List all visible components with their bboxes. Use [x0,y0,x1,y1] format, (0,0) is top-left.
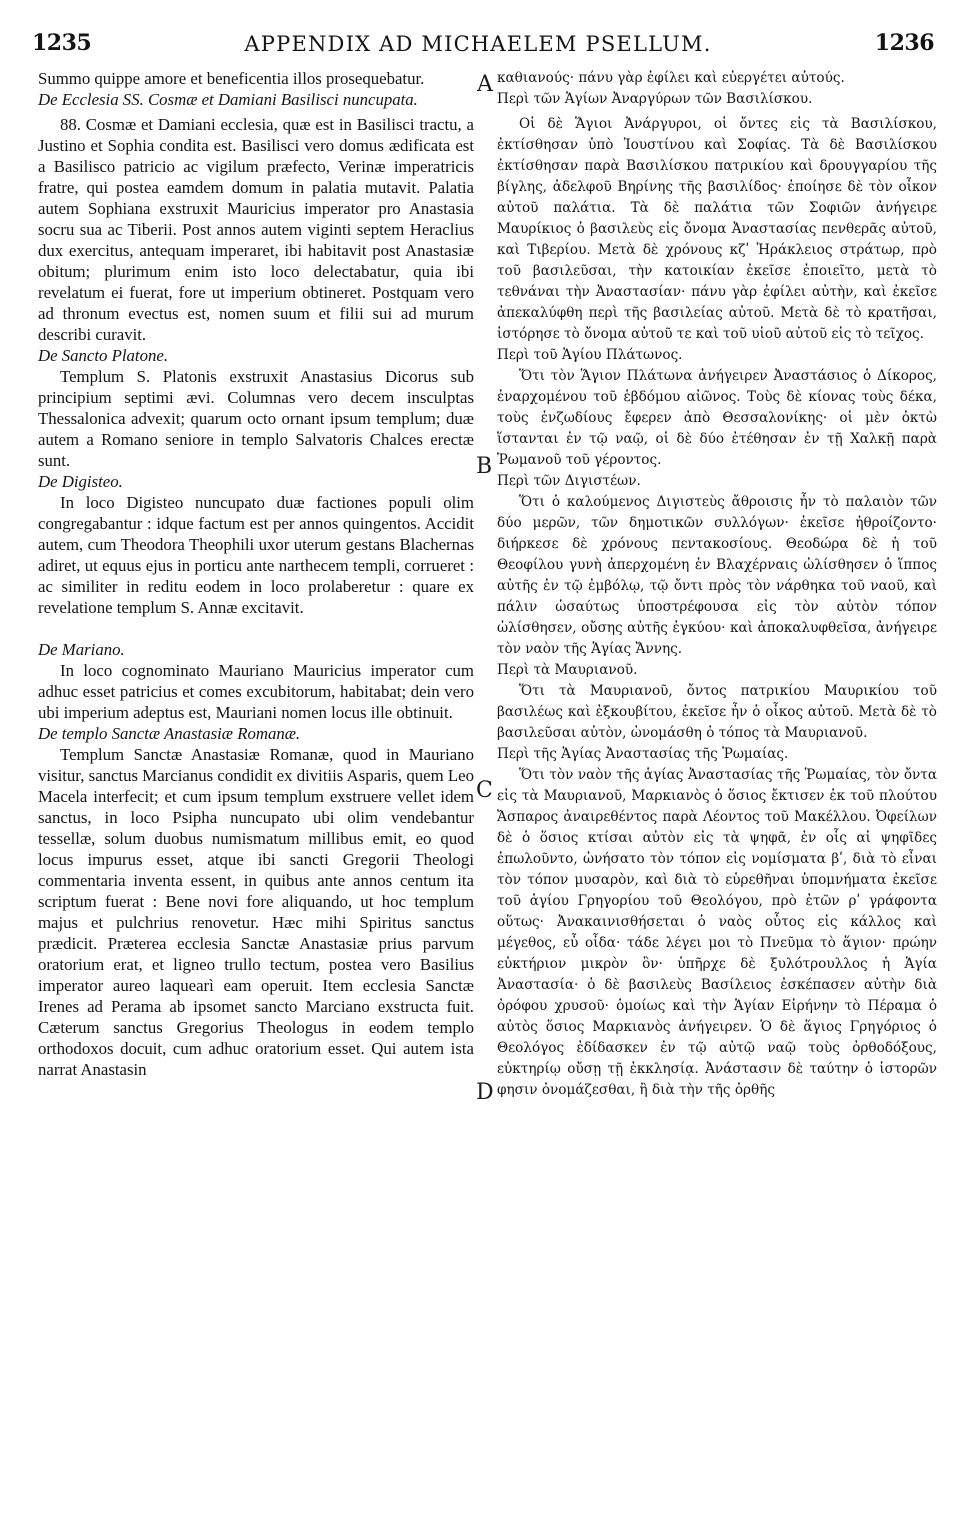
latin-paragraph-mariano: In loco cognominato Mauriano Mauricius imperator cum adhuc esset patricius et comes excubitorum, habitabat; dein vero ubi imperium adeptus est, Mauriani nomen locus ille obtinuit. [38,661,474,722]
running-title: APPENDIX AD MICHAELEM PSELLUM. [244,32,712,56]
greek-paragraph-anastasia: Ὅτι τὸν ναὸν τῆς ἁγίας Ἀναστασίας τῆς Ῥωμαίας, τὸν ὄντα εἰς τὰ Μαυριανοῦ, Μαρκιανὸς ὁ ὅσιος ἔκτισεν ἐκ τοῦ πλούτου Ἄσπαρος ἀναιρεθέντος παρὰ Λέοντος τοῦ Μακέλλου. Ὀφείλων δὲ ὁ ὅσιος κτίσαι αὐτὸν εἰς τὰ ψηφᾶ, ἐν οἷς αἱ ψηφῖδες ἐπωλοῦντο, ὠνήσατο τὸν τόπον εἰς νομίσματα βʹ, διὰ τὸ εἶναι τὸν τόπον μυσαρὸν, καὶ διὰ τὸ εὑρεθῆναι ὑπομνήματα ἐκεῖσε τοῦ ἁγίου Γρηγορίου τοῦ Θεολόγου, πρὸ ἐτῶν ρʹ γράφοντα οὕτως· Ἀνακαινισθήσεται ὁ ναὸς οὗτος εἰς κάλλος καὶ μέγεθος, εὖ οἶδα· τάδε λέγει μοι τὸ Πνεῦμα τὸ ἅγιον· πρώην εὐκτήριον μικρὸν ὂν· ὑπῆρχε δὲ ξυλότρουλλος ἡ Ἁγία Ἀναστασία· ὁ δὲ βασιλεὺς Βασίλειος ἐσκέπασεν αὐτὴν διὰ ὀρόφου χρυσοῦ· ὁμοίως καὶ τὴν Ἁγίαν Εἰρήνην τὸ Πέραμα ὁ αὐτὸς ὅσιος Μαρκιανὸς ἀνήγειρεν. Ὁ δὲ ἅγιος Γρηγόριος ὁ Θεολόγος ἐδίδασκεν ἐν τῷ αὐτῷ ναῷ τοὺς ὀρθοδόξους, εὐκτηρίῳ οὔσῃ τῇ ἐκκλησίᾳ. Ἀνάστασιν δὲ ταύτην ὁ ἱστορῶν φησιν ὀνομάζεσθαι, ἢ διὰ τὴν τῆς ὀρθῆς [497,767,937,1098]
greek-paragraph-platon: Ὅτι τὸν Ἅγιον Πλάτωνα ἀνήγειρεν Ἀναστάσιος ὁ Δίκορος, ἐναρχομένου τοῦ ἑβδόμου αἰῶνος. Τοὺς δὲ κίονας τοὺς δέκα, τοὺς ἐνζωδίους ἔφερεν ἀπὸ Θεσσαλονίκης· οἱ μὲν ὀκτὼ ἵστανται ἐν τῷ ναῷ, οἱ δὲ δύο ἐτέθησαν ἐν τῇ Χαλκῇ παρὰ Ῥωμανοῦ τοῦ γέροντος. [497,368,937,468]
latin-heading-plato: De Sancto Platone. [38,346,169,365]
latin-heading-anastasia: De templo Sanctæ Anastasiæ Romanæ. [38,724,301,743]
latin-paragraph-cosmas-damian: 88. Cosmæ et Damiani ecclesia, quæ est in Basilisci tractu, a Justino et Sophia condita est. Basilisci vero domus ædificata est a Basilisco patricio ac vigilum præfecto, Verinæ imperatricis fratre, qui postea eamdem domum in palatia mutavit. Palatia autem Sophiana exstruxit Mauricius imperator pro Anastasia socru sua ac Tiberii. Post annos autem viginti septem Heraclius dux exercitus, antequam imperaret, ibi habitavit post Anastasiæ obitum; plurimum enim isto loco delectabatur, quia ibi revelatum ei fuerat, fore ut imperium obtineret. Postquam vero ad thronum evectus est, nomen suum et filii sui ad murum describi curavit. [38,115,474,344]
greek-heading-mauriano: Περὶ τὰ Μαυριανοῦ. [497,662,638,678]
margin-letter-d: D [476,1080,494,1105]
page-header [22,30,934,64]
latin-paragraph-plato: Templum S. Platonis exstruxit Anastasius Dicorus sub principium septimi ævi. Columnas vero decem insculptas Thessalonica advexit; quarum octo ornant ipsum templum; duæ autem a Romano seniore in templo Salvatoris Chalces erectæ sunt. [38,367,474,470]
latin-opening: Summo quippe amore et beneficentia illos prosequebatur. [38,69,425,88]
greek-heading-digisteon: Περὶ τῶν Διγιστέων. [497,473,641,489]
latin-heading-mariano: De Mariano. [38,640,125,659]
latin-paragraph-digisteo: In loco Digisteo nuncupato duæ factiones populi olim congregabantur : idque factum est per annos quingentos. Accidit autem, cum Theodora Theophili uxor uterum gestans Blachernas adiret, ut equus ejus in porticu ante narthecem templi, corrueret : ac similiter in reditu eodem in loco prolaberetur : quare ex revelatione templum S. Annæ excitavit. [38,493,474,617]
latin-column [38,68,474,1540]
margin-letter-a: A [477,72,493,97]
greek-paragraph-anargyroi: Οἱ δὲ Ἅγιοι Ἀνάργυροι, οἱ ὄντες εἰς τὰ Βασιλίσκου, ἐκτίσθησαν ὑπὸ Ἰουστίνου καὶ Σοφίας. Τὰ δὲ Βασιλίσκου ἐκτίσθησαν παρὰ Βασιλίσκου πατρικίου καὶ δρουγγαρίου τῆς βίγλης, ἀδελφοῦ Βηρίνης τῆς βασιλίδος· ἐποίησε δὲ τὸν οἶκον αὐτοῦ παλάτια. Τὰ δὲ παλάτια τῶν Σοφιῶν ἀνήγειρε Μαυρίκιος ὁ βασιλεὺς εἰς ὄνομα Ἀναστασίας πενθερᾶς αὐτοῦ, καὶ Τιβερίου. Μετὰ δὲ χρόνους κζʹ Ἡράκλειος στράτωρ, πρὸ τοῦ βασιλεῦσαι, τὴν κατοικίαν ἐκεῖσε ἐποιεῖτο, μετὰ τὸ τεθνάναι τὴν Ἀναστασίαν· πάνυ γὰρ ἐφίλει αὐτὴν, καὶ ἐκεῖσε ἀπεκαλύφθη περὶ τῆς βασιλείας αὐτοῦ. Μετὰ δὲ τὸ κρατῆσαι, ἱστόρησε τὸ ὄνομα αὐτοῦ τε καὶ τοῦ υἱοῦ αὐτοῦ εἰς τὸ τεῖχος. [497,116,937,342]
greek-heading-anargyroi: Περὶ τῶν Ἁγίων Ἀναργύρων τῶν Βασιλίσκου. [497,91,813,107]
greek-paragraph-digisteon: Ὅτι ὁ καλούμενος Διγιστεὺς ἄθροισις ἦν τὸ παλαιὸν τῶν δύο μερῶν, τῶν δημοτικῶν συλλόγων· ἐκεῖσε ἠθροίζοντο· διήρκεσε δὲ χρόνους πεντακοσίους. Θεοδώρα δὲ ἡ τοῦ Θεοφίλου γυνὴ ἀπερχομένη ἐν Βλαχέρναις ὠλίσθησεν ὁ ἵππος αὐτῆς ἐν τῷ ἐμβόλῳ, τῷ ὄντι πρὸς τὸν νάρθηκα τοῦ ναοῦ, καὶ πάλιν ὡσαύτως ὑποστρέφουσα εἰς τὸν αὐτὸν τόπον ὠλίσθησεν, οὔσης αὐτῆς ἐγκύου· καὶ ἀποκαλυφθεῖσα, ἀνήγειρε τὸν ναὸν τῆς Ἁγίας Ἄννης. [497,494,937,657]
page-number-right: 1236 [874,30,934,56]
latin-heading-digisteo: De Digisteo. [38,472,123,491]
greek-opening: καθιανούς· πάνυ γὰρ ἐφίλει καὶ εὐεργέτει αὐτούς. [497,70,845,86]
latin-heading-cosmas-damian: De Ecclesia SS. Cosmæ et Damiani Basilisci nuncupata. [38,90,418,109]
page-number-left: 1235 [32,30,92,56]
greek-heading-platon: Περὶ τοῦ Ἁγίου Πλάτωνος. [497,347,683,363]
margin-letter-c: C [476,778,493,803]
margin-letter-b: B [476,454,493,479]
latin-paragraph-anastasia: Templum Sanctæ Anastasiæ Romanæ, quod in Mauriano visitur, sanctus Marcianus condidit ex divitiis Asparis, quem Leo Macela interfecit; et cum ipsum templum exstruere vellet idem sanctus, in loco Psipha nuncupato ubi olim vendebantur tessellæ, solum duobus numismatum millibus emit, eo quod locus impurus esset, atque ibi sancti Gregorii Theologi commentaria inventa essent, in quibus ante annos centum ita scriptum fuerat : Bene novi fore aliquando, ut hoc templum majus et pulchrius renovetur. Hæc mihi Spiritus sanctus prædicit. Præterea ecclesia Sanctæ Anastasiæ prius parvum oratorium erat, et ligneo trullo tectum, postea vero Basilius imperator aureo laquearì eam operuit. Item ecclesia Sanctæ Irenes ad Perama ab ipsomet sancto Marciano exstructa fuit. Cæterum sanctus Gregorius Theologus in eodem templo orthodoxos docuit, cum adhuc oratorium esset. Qui autem ista narrat Anastasin [38,745,474,1079]
greek-heading-anastasia: Περὶ τῆς Ἁγίας Ἀναστασίας τῆς Ῥωμαίας. [497,746,789,762]
greek-paragraph-mauriano: Ὅτι τὰ Μαυριανοῦ, ὄντος πατρικίου Μαυρικίου τοῦ βασιλέως καὶ ἐξκουβίτου, ἐκεῖσε ἦν ὁ οἶκος αὐτοῦ. Μετὰ δὲ τὸ βασιλεῦσαι αὐτὸν, ὠνομάσθη ὁ τόπος τὰ Μαυριανοῦ. [497,683,937,741]
greek-column [497,68,937,1540]
